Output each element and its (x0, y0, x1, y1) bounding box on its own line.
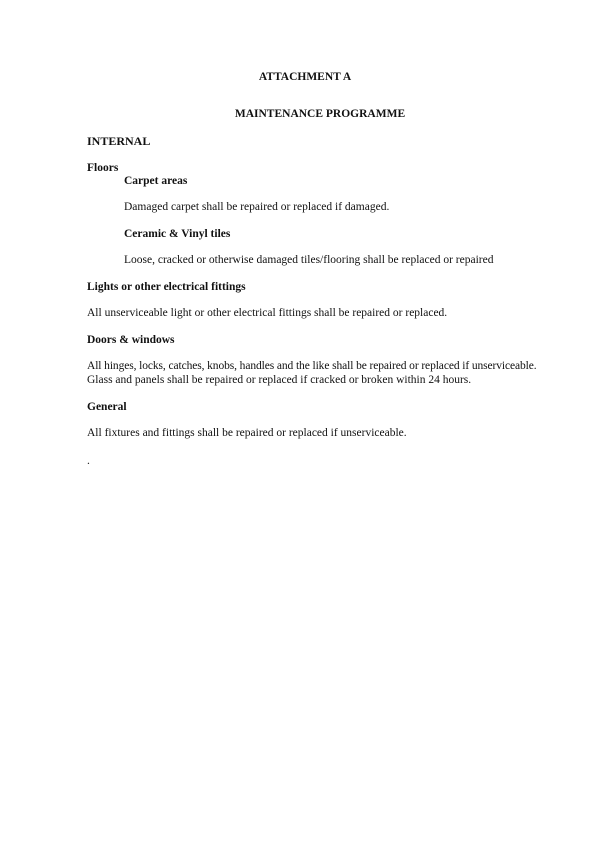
general-text: All fixtures and fittings shall be repaired or replaced if unserviceable. (87, 427, 407, 439)
subheading-carpet-areas: Carpet areas (124, 175, 188, 187)
subheading-general: General (87, 401, 127, 413)
attachment-heading: ATTACHMENT A (258, 71, 352, 83)
tiles-text: Loose, cracked or otherwise damaged tiles/flooring shall be replaced or repaired (124, 254, 494, 266)
subheading-lights-electrical: Lights or other electrical fittings (87, 281, 246, 293)
doors-text-line-2: Glass and panels shall be repaired or replaced if cracked or broken within 24 hours. (87, 374, 472, 386)
carpet-text: Damaged carpet shall be repaired or replaced if damaged. (124, 201, 390, 213)
subheading-doors-windows: Doors & windows (87, 334, 175, 346)
trailing-mark: . (87, 455, 90, 467)
doors-text-line-1: All hinges, locks, catches, knobs, handles and the like shall be repaired or replaced if unserviceable. (87, 360, 537, 372)
document-title: MAINTENANCE PROGRAMME (234, 108, 406, 120)
lights-text: All unserviceable light or other electrical fittings shall be repaired or replaced. (87, 307, 448, 319)
subheading-floors: Floors (87, 162, 119, 174)
section-heading-internal: INTERNAL (87, 134, 151, 148)
subheading-ceramic-vinyl-tiles: Ceramic & Vinyl tiles (124, 228, 231, 240)
